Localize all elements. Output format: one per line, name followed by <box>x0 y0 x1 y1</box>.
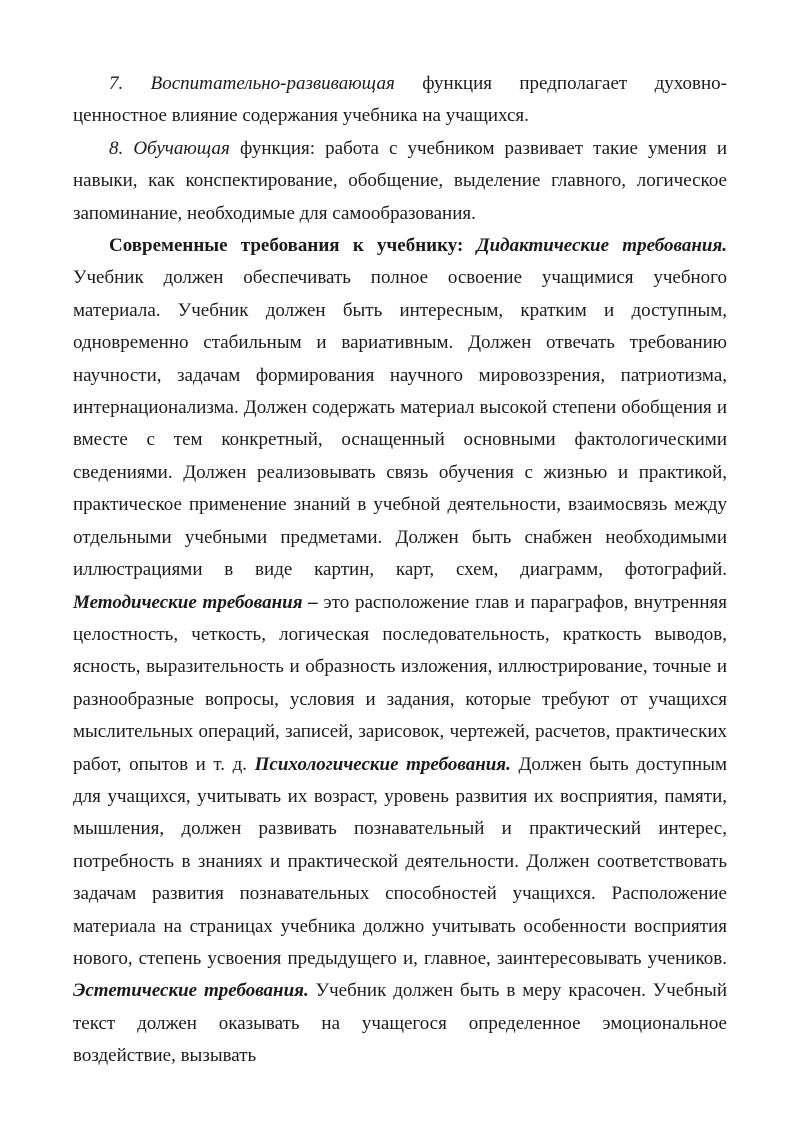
paragraph-educational-function <box>73 68 727 133</box>
paragraph-textbook-requirements <box>73 230 727 1073</box>
psychological-requirements-text: Должен быть доступным для учащихся, учитывать их возраст, уровень развития их восприятия, памяти, мышления, должен развивать познавательный и практический интерес, потребность в знаниях и практической деятельности. Должен соответствовать задачам развития познавательных способностей учащихся. Расположение материала на страницах учебника должно учитывать особенности восприятия нового, степень усвоения предыдущего и, главное, заинтересовывать учеников. <box>73 753 727 969</box>
aesthetic-requirements-label: Эстетические требования. <box>73 980 309 1002</box>
function-7-label: 7. Воспитательно-развивающая <box>109 73 395 94</box>
function-7-text: функция предполагает духовно-ценностное влияние содержания учебника на учащихся. <box>73 73 727 127</box>
document-body <box>73 68 727 1073</box>
methodical-requirements-label: Методические требования – <box>73 591 318 613</box>
paragraph-teaching-function <box>73 133 727 230</box>
requirements-heading: Современные требования к учебнику: <box>109 235 464 257</box>
didactic-requirements-label: Дидактические требования. <box>476 235 728 257</box>
methodical-requirements-text: это расположение глав и параграфов, внутренняя целостность, четкость, логическая последовательность, краткость выводов, ясность, выразительность и образность изложения, иллюстрирование, точные и разнообразные вопросы, условия и задания, которые требуют от учащихся мыслительных операций, записей, зарисовок, чертежей, расчетов, практических работ, опытов и т. д. <box>73 591 727 775</box>
psychological-requirements-label: Психологические требования. <box>254 753 511 775</box>
didactic-requirements-text: Учебник должен обеспечивать полное освоение учащимися учебного материала. Учебник должен быть интересным, кратким и доступным, одновременно стабильным и вариативным. Должен отвечать требованию научности, задачам формирования научного мировоззрения, патриотизма, интернационализма. Должен содержать материал высокой степени обобщения и вместе с тем конкретный, оснащенный основными фактологическими сведениями. Должен реализовывать связь обучения с жизнью и практикой, практическое применение знаний в учебной деятельности, взаимосвязь между отдельными учебными предметами. Должен быть снабжен необходимыми иллюстрациями в виде картин, карт, схем, диаграмм, фотографий. <box>73 267 727 581</box>
function-8-label: 8. Обучающая <box>109 137 230 159</box>
function-8-text: функция: работа с учебником развивает такие умения и навыки, как конспектирование, обобщение, выделение главного, логическое запоминание, необходимые для самообразования. <box>73 137 727 224</box>
aesthetic-requirements-text: Учебник должен быть в меру красочен. Учебный текст должен оказывать на учащегося определенное эмоциональное воздействие, вызывать <box>73 980 727 1067</box>
